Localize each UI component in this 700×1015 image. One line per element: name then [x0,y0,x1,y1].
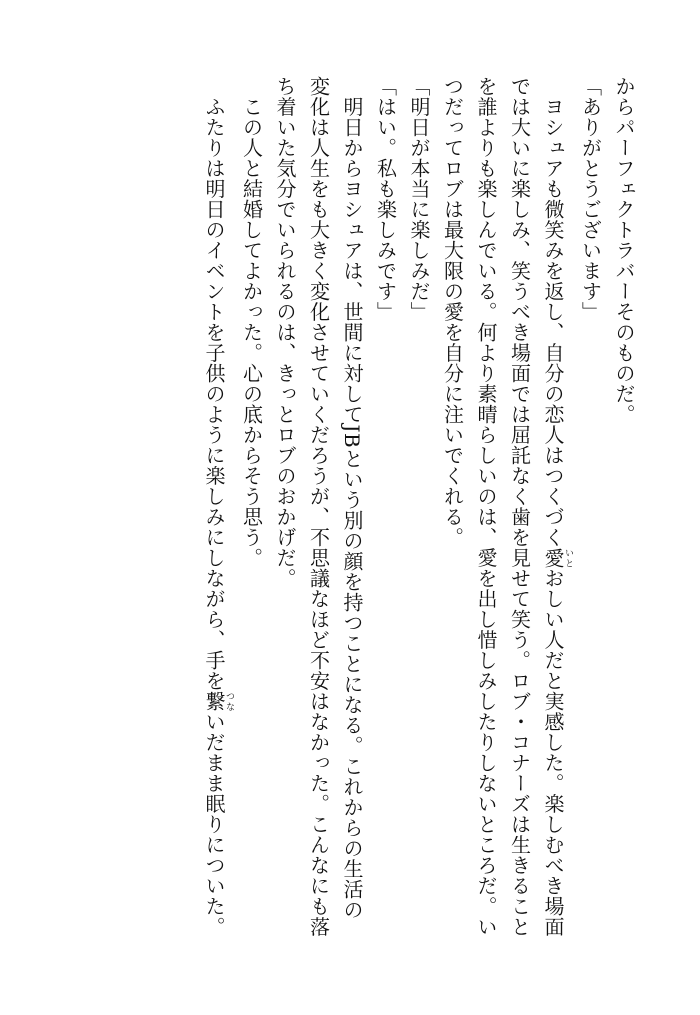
ruby-tsuna-base: 繋 [202,691,226,712]
text-line-7: 「明日が本当に楽しみだ」 [407,76,431,322]
ruby-tsuna [202,691,234,712]
text-line-13-head: ふたりは明日のイベントを子供のように楽しみにしながら、手を [202,76,226,691]
text-line-13 [197,76,235,966]
text-line-5: を誰よりも楽しんでいる。何より素晴らしいのは、愛を出し惜しみしたりしないところだ。い [474,76,498,937]
text-line-4: では大いに楽しみ、笑うべき場面では屈託なく歯を見せて笑う。ロブ・コナーズは生きること [507,76,532,937]
text-line-3-tail: おしい人だと実感した。楽しむべき場面 [541,568,565,937]
ruby-ito-base: 愛 [541,547,565,568]
text-line-1: からパーフェクトラバーそのものだ。 [612,76,636,425]
text-line-9: 明日からヨシュアは、世間に対してJBという別の顔を持つことになる。これからの生活の [340,76,364,920]
text-line-11: ち着いた気分でいられるのは、きっとロブのおかげだ。 [273,76,297,589]
text-line-12: この人と結婚してよかった。心の底からそう思う。 [239,76,264,568]
ruby-tsuna-reading: つな [224,691,234,712]
text-line-3-head: ヨシュアも微笑みを返し、自分の恋人はつくづく [541,76,565,548]
ruby-ito-reading: いと [563,547,573,568]
ruby-ito [541,547,573,569]
text-line-2: 「ありがとうございます」 [578,76,603,322]
text-line-8: 「はい。私も楽しみです」 [373,76,398,322]
text-line-13-tail: いだまま眠りについた。 [202,711,226,937]
text-line-10: 変化は人生をも大きく変化させていくだろうが、不思議なほど不安はなかった。こんなにも落 [306,76,331,937]
text-line-3 [536,76,574,966]
text-line-6: つだってロブは最大限の愛を自分に注いでくれる。 [440,76,465,548]
vertical-text-body [197,76,641,966]
